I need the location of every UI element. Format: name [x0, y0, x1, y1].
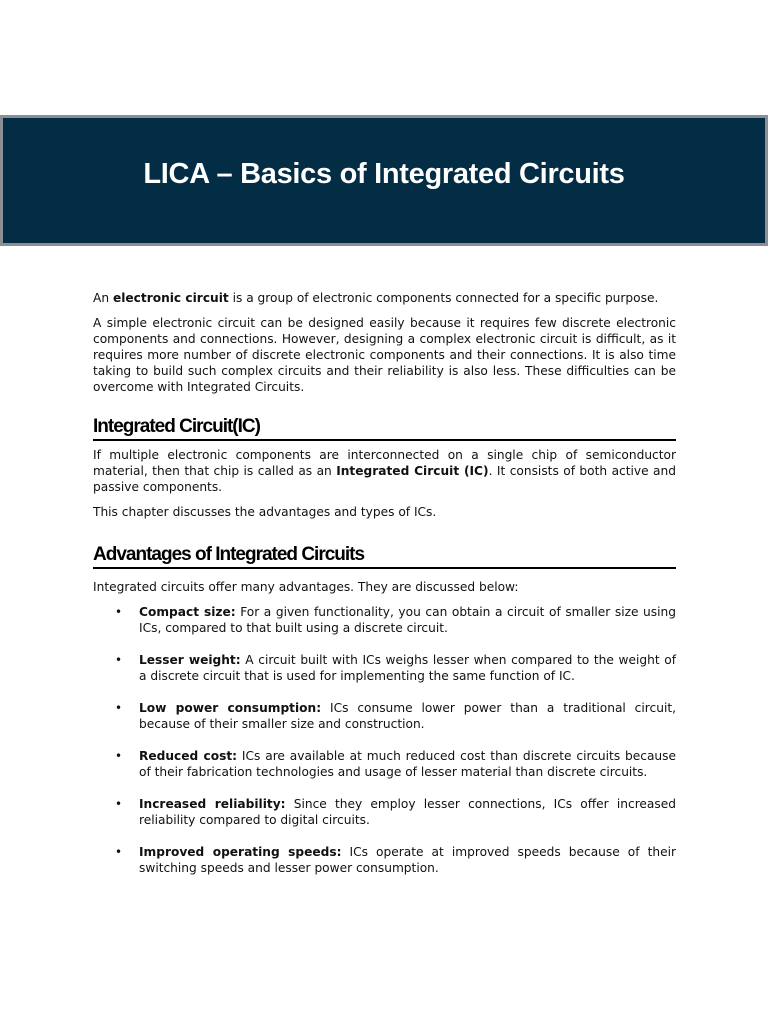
item-label: Reduced cost:: [139, 749, 238, 763]
intro-paragraph-1: [93, 290, 676, 306]
bullet-icon: •: [115, 701, 123, 715]
intro-p1-post: is a group of electronic components connected for a specific purpose.: [228, 291, 659, 305]
list-item: [93, 700, 676, 732]
list-item: [93, 652, 676, 684]
ic-p1-term: Integrated Circuit (IC): [336, 464, 489, 478]
item-label: Low power consumption:: [139, 701, 322, 715]
item-label: Compact size:: [139, 605, 236, 619]
list-item: [93, 796, 676, 828]
list-item: [93, 844, 676, 876]
ic-p1-post: . It consists of both active and passive components.: [93, 464, 676, 494]
item-text: ICs are available at much reduced cost than discrete circuits because of their fabrication technologies and usage of lesser material than discrete circuits.: [139, 749, 676, 779]
item-label: Lesser weight:: [139, 653, 241, 667]
list-item: [93, 748, 676, 780]
ic-paragraph-2: This chapter discusses the advantages and types of ICs.: [93, 505, 437, 519]
ic-paragraph-1: [93, 447, 676, 495]
list-item: [93, 604, 676, 636]
intro-p1-term: electronic circuit: [112, 291, 229, 305]
bullet-icon: •: [115, 797, 123, 811]
section-heading-advantages: Advantages of Integrated Circuits: [93, 544, 676, 569]
bullet-icon: •: [115, 605, 123, 619]
title-banner: [0, 115, 768, 246]
section-heading-ic: Integrated Circuit(IC): [93, 416, 676, 441]
item-label: Improved operating speeds:: [139, 845, 342, 859]
bullet-icon: •: [115, 749, 123, 763]
item-label: Increased reliability:: [139, 797, 286, 811]
advantages-intro: Integrated circuits offer many advantages. They are discussed below:: [93, 580, 519, 594]
ic-p1-pre: If multiple electronic components are interconnected on a single chip of semiconductor material, then that chip is called as an: [93, 448, 676, 478]
intro-p1-pre: An: [93, 291, 113, 305]
page-title: LICA – Basics of Integrated Circuits: [143, 158, 625, 190]
intro-paragraph-2: A simple electronic circuit can be designed easily because it requires few discrete electronic components and connections. However, designing a complex electronic circuit is difficult, as it requires more number of discrete electronic components and their connections. It is also time taking to build such complex circuits and their reliability is also less. These difficulties can be overcome with Integrated Circuits.: [93, 316, 676, 394]
document-body: [93, 290, 676, 892]
bullet-icon: •: [115, 845, 123, 859]
advantages-list: [93, 604, 676, 876]
bullet-icon: •: [115, 653, 123, 667]
item-text: ICs operate at improved speeds because of their switching speeds and lesser power consumption.: [139, 845, 676, 875]
item-text: A circuit built with ICs weighs lesser when compared to the weight of a discrete circuit that is used for implementing the same function of IC.: [139, 653, 676, 683]
item-text: Since they employ lesser connections, ICs offer increased reliability compared to digital circuits.: [139, 797, 676, 827]
item-text: For a given functionality, you can obtain a circuit of smaller size using ICs, compared to that built using a discrete circuit.: [139, 605, 676, 635]
item-text: ICs consume lower power than a traditional circuit, because of their smaller size and construction.: [139, 701, 676, 731]
